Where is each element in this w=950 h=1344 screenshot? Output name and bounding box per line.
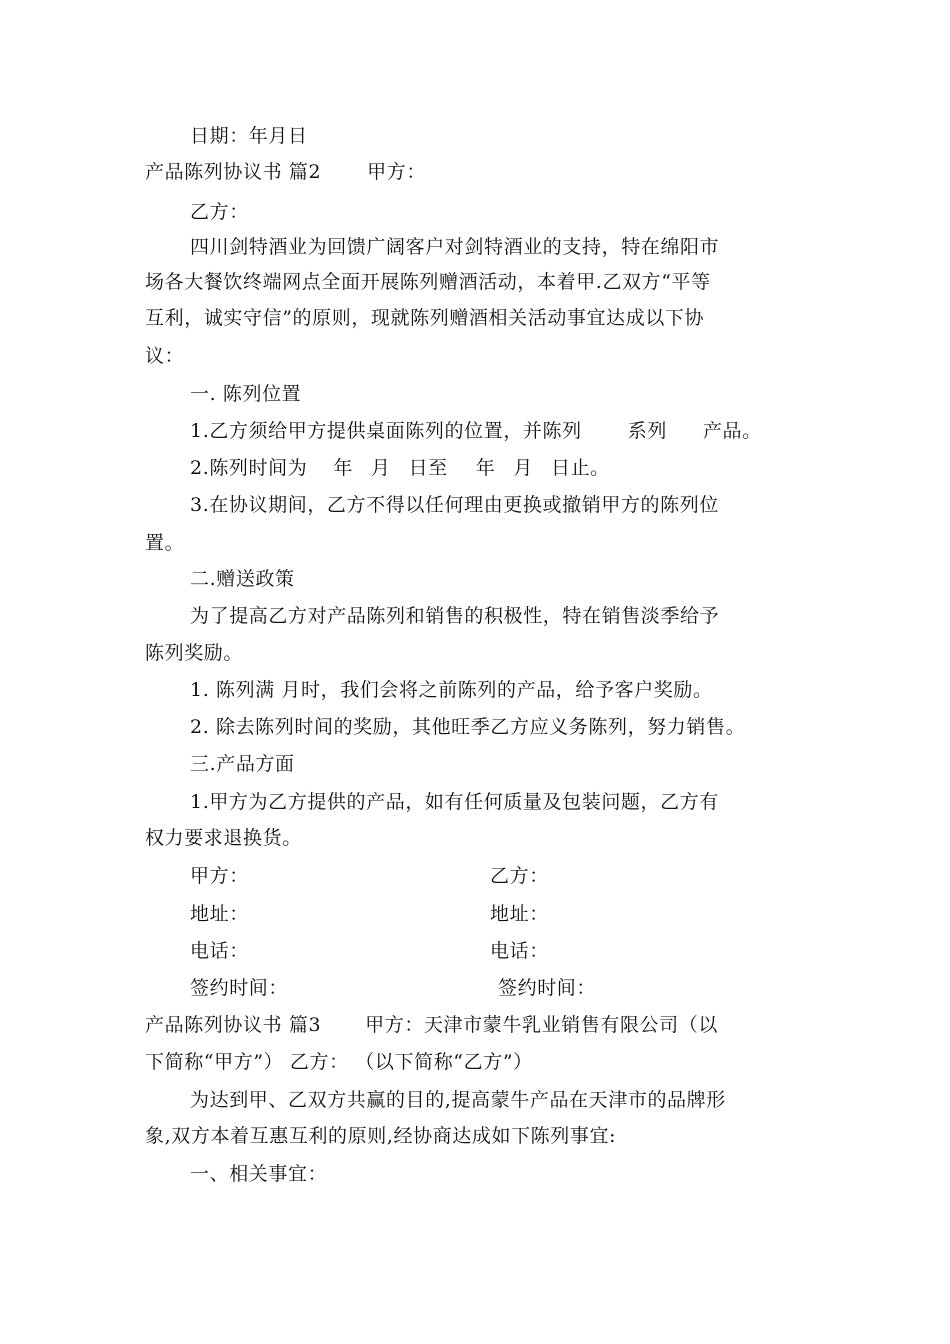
- section3-heading-1: 一、相关事宜：: [190, 1163, 328, 1185]
- date-line: 日期：年月日: [190, 125, 308, 147]
- section2-title-line: [145, 158, 426, 186]
- item-1-2-month: 月: [370, 457, 391, 479]
- item-1-2-month-end: 月: [513, 457, 533, 479]
- item-1-2-text: 2.陈列时间为: [190, 457, 308, 479]
- item-3-1-line-1: 1.甲方为乙方提供的产品，如有任何质量及包装问题，乙方有: [190, 791, 719, 813]
- item-3-1-line-2: 权力要求退换货。: [145, 827, 302, 849]
- item-2-2: 2. 除去陈列时间的奖励，其他旺季乙方应义务陈列，努力销售。: [190, 716, 746, 738]
- signature-address-a: 地址：: [190, 903, 249, 925]
- item-1-2-day-to: 日至: [408, 457, 448, 479]
- item-1-3-line-2: 置。: [145, 532, 185, 554]
- section3-party-line-2: 下简称“甲方”） 乙方： （以下简称“乙方”）: [145, 1051, 533, 1073]
- item-2-1: 1. 陈列满 月时，我们会将之前陈列的产品，给予客户奖励。: [190, 679, 713, 701]
- section2-heading-2: 二.赠送政策: [190, 568, 295, 590]
- section2-party-a: 甲方：: [367, 161, 426, 183]
- section2-intro-line-1: 四川剑特酒业为回馈广阔客户对剑特酒业的支持，特在绵阳市: [190, 236, 720, 258]
- section2-intro-line-2: 场各大餐饮终端网点全面开展陈列赠酒活动，本着甲.乙双方“平等: [145, 271, 711, 293]
- section3-title-line: [145, 1011, 718, 1039]
- signature-party-a: 甲方：: [190, 865, 249, 887]
- section2-heading-1: 一. 陈列位置: [190, 383, 302, 405]
- item-1-2-year: 年: [333, 457, 353, 479]
- section3-intro-line-1: 为达到甲、乙双方共赢的目的,提高蒙牛产品在天津市的品牌形: [190, 1089, 726, 1111]
- item-1-1-series: 系列: [627, 420, 667, 442]
- item-1-1: [190, 417, 762, 445]
- item-1-2: [190, 454, 610, 482]
- section2-heading-3: 三.产品方面: [190, 753, 295, 775]
- section3-party-line-1: 甲方：天津市蒙牛乳业销售有限公司（以: [365, 1014, 718, 1036]
- section2-party-b: 乙方：: [190, 201, 249, 223]
- item-1-2-day-end: 日止。: [550, 457, 610, 479]
- signature-time-a: 签约时间：: [190, 977, 289, 999]
- section2-title: 产品陈列协议书 篇2: [145, 161, 322, 183]
- section2-intro-line-3: 互利，诚实守信”的原则，现就陈列赠酒相关活动事宜达成以下协: [145, 307, 705, 329]
- signature-party-b: 乙方：: [490, 865, 549, 887]
- item-1-3-line-1: 3.在协议期间，乙方不得以任何理由更换或撤销甲方的陈列位: [190, 494, 719, 516]
- signature-phone-b: 电话：: [490, 940, 549, 962]
- signature-time-b: 签约时间：: [498, 977, 597, 999]
- item-1-1-text: 1.乙方须给甲方提供桌面陈列的位置，并陈列: [190, 420, 582, 442]
- policy-intro-line-2: 陈列奖励。: [145, 642, 244, 664]
- section2-intro-line-4: 议：: [145, 345, 185, 367]
- item-1-2-year-end: 年: [475, 457, 496, 479]
- policy-intro-line-1: 为了提高乙方对产品陈列和销售的积极性，特在销售淡季给予: [190, 605, 720, 627]
- signature-phone-a: 电话：: [190, 940, 249, 962]
- section3-intro-line-2: 象,双方本着互惠互利的原则,经协商达成如下陈列事宜:: [145, 1125, 617, 1147]
- section3-title: 产品陈列协议书 篇3: [145, 1014, 322, 1036]
- signature-address-b: 地址：: [490, 903, 549, 925]
- item-1-1-product: 产品。: [702, 420, 762, 442]
